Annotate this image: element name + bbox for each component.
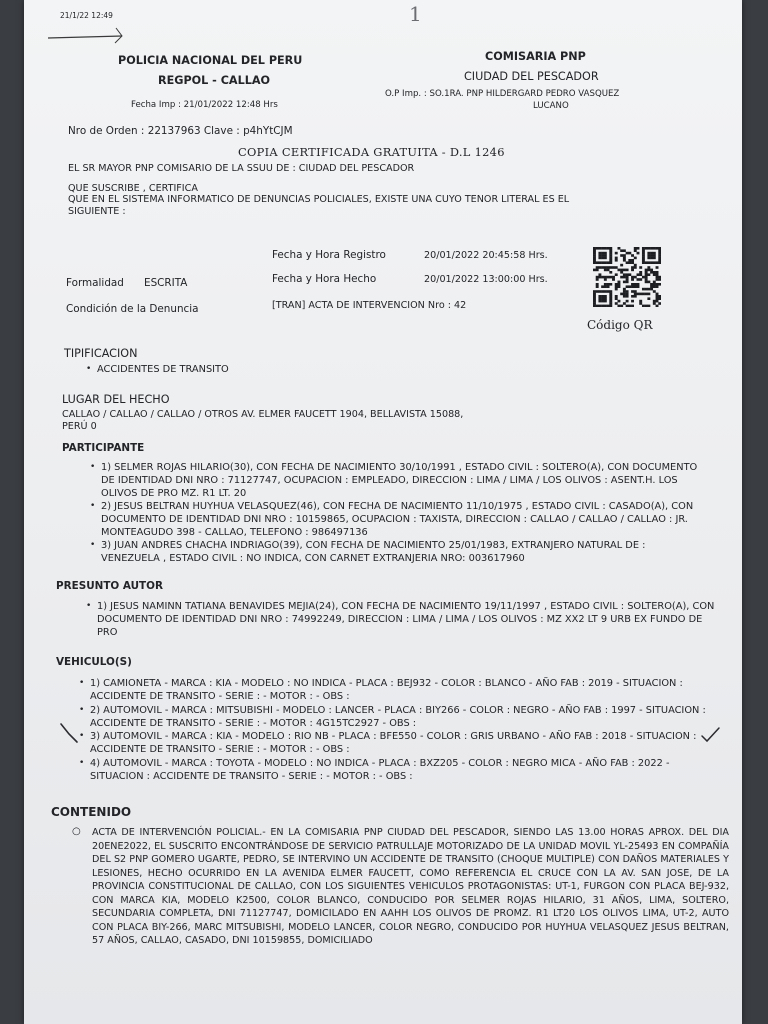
list-item: • 1) CAMIONETA - MARCA : KIA - MODELO : NO INDICA - PLACA : BEJ932 - COLOR : BLANCO - AÑO FAB : 2019 - SITUACION : ACCIDENTE DE TRANSITO - SERIE : - MOTOR : - OBS : [79, 678, 725, 704]
formalidad-value: ESCRITA [144, 277, 188, 289]
list-item: • 3) JUAN ANDRES CHACHA INDRIAGO(39), CON FECHA DE NACIMIENTO 25/01/1983, EXTRANJERO NATURAL DE : VENEZUELA , ESTADO CIVIL : NO INDICA, CON CARNET EXTRANJERIA NRO: 003617960 [90, 540, 704, 566]
header-operator-cont: LUCANO [533, 101, 569, 111]
print-stamp: 21/1/22 12:49 [60, 11, 113, 20]
intro-line-1: EL SR MAYOR PNP COMISARIO DE LA SSUU DE : CIUDAD DEL PESCADOR [68, 163, 415, 174]
vehiculos-heading: VEHICULO(S) [56, 656, 132, 668]
header-region: REGPOL - CALLAO [158, 74, 271, 87]
participante-item: 2) JESUS BELTRAN HUYHUA VELASQUEZ(46), CON FECHA DE NACIMIENTO 11/10/1975 , ESTADO CIVIL : CASADO(A), CON DOCUMENTO DE IDENTIDAD DNI NRO : 10159865, OCUPACION : TAXISTA, DIRECCION : CALLAO / CALLAO / CALLAO : JR. MONTEAGUDO 398 - CALLAO, TELEFONO : 986497136 [101, 501, 694, 538]
intro-line-2: QUE SUSCRIBE , CERTIFICA [68, 183, 198, 194]
intro-line-3: QUE EN EL SISTEMA INFORMATICO DE DENUNCIAS POLICIALES, EXISTE UNA CUYO TENOR LITERAL ES EL [68, 194, 570, 205]
list-item: • 3) AUTOMOVIL - MARCA : KIA - MODELO : RIO NB - PLACA : BFE550 - COLOR : GRIS URBANO - AÑO FAB : 2018 - SITUACION : ACCIDENTE DE TRANSITO - SERIE : - MOTOR : - OBS : [79, 731, 725, 757]
hecho-value: 20/01/2022 13:00:00 Hrs. [424, 274, 548, 285]
order-number: Nro de Orden : 22137963 Clave : p4hYtCJM [68, 125, 293, 137]
header-comisaria-name: CIUDAD DEL PESCADOR [464, 70, 599, 83]
handwritten-check-mark [57, 718, 87, 748]
condicion-label: Condición de la Denuncia [66, 303, 199, 315]
list-item: • 1) JESUS NAMINN TATIANA BENAVIDES MEJIA(24), CON FECHA DE NACIMIENTO 19/11/1997 , ESTADO CIVIL : SOLTERO(A), CON DOCUMENTO DE IDENTIDAD DNI NRO : 74992249, DIRECCION : LIMA / LIMA / LOS OLIVOS : MZ XX2 LT 9 URB EX FUNDO DE PRO [86, 601, 718, 639]
tipificacion-heading: TIPIFICACION [64, 347, 138, 360]
qr-caption: Código QR [587, 318, 653, 332]
list-item: • 1) SELMER ROJAS HILARIO(30), CON FECHA DE NACIMIENTO 30/10/1991 , ESTADO CIVIL : SOLTERO(A), CON DOCUMENTO DE IDENTIDAD DNI NRO : 71127747, OCUPACION : EMPLEADO, DIRECCION : LIMA / LIMA / LOS OLIVOS : ASENT.H. LOS OLIVOS DE PRO MZ. R1 LT. 20 [90, 462, 704, 500]
header-operator: O.P Imp. : SO.1RA. PNP HILDERGARD PEDRO VASQUEZ [385, 89, 620, 99]
vehiculo-item: 1) CAMIONETA - MARCA : KIA - MODELO : NO INDICA - PLACA : BEJ932 - COLOR : BLANCO - AÑO FAB : 2019 - SITUACION : ACCIDENTE DE TRANSITO - SERIE : - MOTOR : - OBS : [90, 678, 683, 702]
lugar-heading: LUGAR DEL HECHO [62, 393, 170, 406]
qr-code [593, 247, 661, 307]
presunto-autor-item: 1) JESUS NAMINN TATIANA BENAVIDES MEJIA(24), CON FECHA DE NACIMIENTO 19/11/1997 , ESTADO CIVIL : SOLTERO(A), CON DOCUMENTO DE IDENTIDAD DNI NRO : 74992249, DIRECCION : LIMA / LIMA / LOS OLIVOS : MZ XX2 LT 9 URB EX FUNDO DE PRO [97, 601, 715, 638]
document-title: COPIA CERTIFICADA GRATUITA - D.L 1246 [238, 145, 505, 159]
lugar-line-1: CALLAO / CALLAO / CALLAO / OTROS AV. ELMER FAUCETT 1904, BELLAVISTA 15088, [62, 409, 464, 420]
header-comisaria: COMISARIA PNP [485, 50, 586, 63]
participante-heading: PARTICIPANTE [62, 442, 145, 454]
list-item: • 4) AUTOMOVIL - MARCA : TOYOTA - MODELO : NO INDICA - PLACA : BXZ205 - COLOR : NEGRO MICA - AÑO FAB : 2022 - SITUACION : ACCIDENTE DE TRANSITO - SERIE : - MOTOR : - OBS : [79, 758, 725, 784]
lugar-line-2: PERÚ 0 [62, 421, 97, 432]
contenido-heading: CONTENIDO [51, 805, 132, 819]
participante-item: 1) SELMER ROJAS HILARIO(30), CON FECHA DE NACIMIENTO 30/10/1991 , ESTADO CIVIL : SOLTERO(A), CON DOCUMENTO DE IDENTIDAD DNI NRO : 71127747, OCUPACION : EMPLEADO, DIRECCION : LIMA / LIMA / LOS OLIVOS : ASENT.H. LOS OLIVOS DE PRO MZ. R1 LT. 20 [101, 462, 698, 499]
page-mark: 1 [409, 2, 422, 26]
contenido-text: ACTA DE INTERVENCIÓN POLICIAL.- EN LA COMISARIA PNP CIUDAD DEL PESCADOR, SIENDO LAS 13.00 HORAS APROX. DEL DIA 20ENE2022, EL SUSCRITO ENCONTRÁNDOSE DE SERVICIO PATRULLAJE MOTORIZADO DE LA UNIDAD MOVIL YL-25493 EN COMPAÑÍA DEL S2 PNP GOMERO UGARTE, PEDRO, SE INTERVINO UN ACCIDENTE DE TRANSITO (CHOQUE MULTIPLE) CON DAÑOS MATERIALES Y LESIONES, HECHO OCURRIDO EN LA AVENIDA ELMER FAUCETT, COMO REFERENCIA EL CRUCE CON LA AV. SAN JOSE, DE LA PROVINCIA CONSTITUCIONAL DE CALLAO, CON LOS SIGUIENTES VEHICULOS PROTAGONISTAS: UT-1, FURGON CON PLACA BEJ-932, CON MARCA KIA, MODELO K2500, COLOR BLANCO, CONDUCIDO POR SELMER ROJAS HILARIO, 31 AÑOS, LIMA, SOLTERO, SECUNDARIA COMPLETA, DNI 71127747, DOMICILADO EN AAHH LOS OLIVOS DE PROMZ. R1 LT20 LOS OLIVOS LIMA, UT-2, AUTO CON PLACA BIY-266, MARC MITSUBISHI, MODELO LANCER, COLOR NEGRO, CONDUCIDO POR HUYHUA VELASQUEZ JESUS BELTRAN, 57 AÑOS, CALLAO, CASADO, DNI 10159855, DOMICILIADO [92, 827, 729, 946]
registro-label: Fecha y Hora Registro [272, 249, 386, 261]
document-page [24, 0, 742, 1024]
participante-item: 3) JUAN ANDRES CHACHA INDRIAGO(39), CON FECHA DE NACIMIENTO 25/01/1983, EXTRANJERO NATURAL DE : VENEZUELA , ESTADO CIVIL : NO INDICA, CON CARNET EXTRANJERIA NRO: 003617960 [101, 540, 646, 564]
vehiculo-item: 2) AUTOMOVIL - MARCA : MITSUBISHI - MODELO : LANCER - PLACA : BIY266 - COLOR : NEGRO - AÑO FAB : 1997 - SITUACION : ACCIDENTE DE TRANSITO - SERIE : - MOTOR : 4G15TC2927 - OBS : [90, 705, 706, 729]
list-item: • 2) AUTOMOVIL - MARCA : MITSUBISHI - MODELO : LANCER - PLACA : BIY266 - COLOR : NEGRO - AÑO FAB : 1997 - SITUACION : ACCIDENTE DE TRANSITO - SERIE : - MOTOR : 4G15TC2927 - OBS : [79, 705, 725, 731]
condicion-value: [TRAN] ACTA DE INTERVENCION Nro : 42 [272, 300, 467, 311]
formalidad-label: Formalidad [66, 277, 124, 289]
header-institution: POLICIA NACIONAL DEL PERU [118, 54, 303, 67]
hecho-label: Fecha y Hora Hecho [272, 273, 377, 285]
tipificacion-item: ACCIDENTES DE TRANSITO [97, 364, 229, 375]
vehiculo-item: 3) AUTOMOVIL - MARCA : KIA - MODELO : RIO NB - PLACA : BFE550 - COLOR : GRIS URBANO - AÑO FAB : 2018 - SITUACION : ACCIDENTE DE TRANSITO - SERIE : - MOTOR : - OBS : [90, 731, 697, 755]
list-item: • ACCIDENTES DE TRANSITO [86, 364, 686, 377]
list-item: • 2) JESUS BELTRAN HUYHUA VELASQUEZ(46), CON FECHA DE NACIMIENTO 11/10/1975 , ESTADO CIVIL : CASADO(A), CON DOCUMENTO DE IDENTIDAD DNI NRO : 10159865, OCUPACION : TAXISTA, DIRECCION : CALLAO / CALLAO / CALLAO : JR. MONTEAGUDO 398 - CALLAO, TELEFONO : 986497136 [90, 501, 704, 539]
presunto-autor-heading: PRESUNTO AUTOR [56, 580, 163, 592]
contenido-paragraph: ○ ACTA DE INTERVENCIÓN POLICIAL.- EN LA COMISARIA PNP CIUDAD DEL PESCADOR, SIENDO LAS 13.00 HORAS APROX. DEL DIA 20ENE2022, EL SUSCRITO ENCONTRÁNDOSE DE SERVICIO PATRULLAJE MOTORIZADO DE LA UNIDAD MOVIL YL-25493 EN COMPAÑÍA DEL S2 PNP GOMERO UGARTE, PEDRO, SE INTERVINO UN ACCIDENTE DE TRANSITO (CHOQUE MULTIPLE) CON DAÑOS MATERIALES Y LESIONES, HECHO OCURRIDO EN LA AVENIDA ELMER FAUCETT, COMO REFERENCIA EL CRUCE CON LA AV. SAN JOSE, DE LA PROVINCIA CONSTITUCIONAL DE CALLAO, CON LOS SIGUIENTES VEHICULOS PROTAGONISTAS: UT-1, FURGON CON PLACA BEJ-932, CON MARCA KIA, MODELO K2500, COLOR BLANCO, CONDUCIDO POR SELMER ROJAS HILARIO, 31 AÑOS, LIMA, SOLTERO, SECUNDARIA COMPLETA, DNI 71127747, DOMICILADO EN AAHH LOS OLIVOS DE PROMZ. R1 LT20 LOS OLIVOS LIMA, UT-2, AUTO CON PLACA BIY-266, MARC MITSUBISHI, MODELO LANCER, COLOR NEGRO, CONDUCIDO POR HUYHUA VELASQUEZ JESUS BELTRAN, 57 AÑOS, CALLAO, CASADO, DNI 10159855, DOMICILIADO [72, 826, 729, 946]
intro-line-3b: SIGUIENTE : [68, 206, 126, 217]
handwritten-tick-mark [700, 726, 722, 744]
registro-value: 20/01/2022 20:45:58 Hrs. [424, 250, 548, 261]
underline-scribble [46, 24, 126, 44]
header-print-date: Fecha Imp : 21/01/2022 12:48 Hrs [131, 100, 278, 110]
vehiculo-item: 4) AUTOMOVIL - MARCA : TOYOTA - MODELO : NO INDICA - PLACA : BXZ205 - COLOR : NEGRO MICA - AÑO FAB : 2022 - SITUACION : ACCIDENTE DE TRANSITO - SERIE : - MOTOR : - OBS : [90, 758, 670, 782]
